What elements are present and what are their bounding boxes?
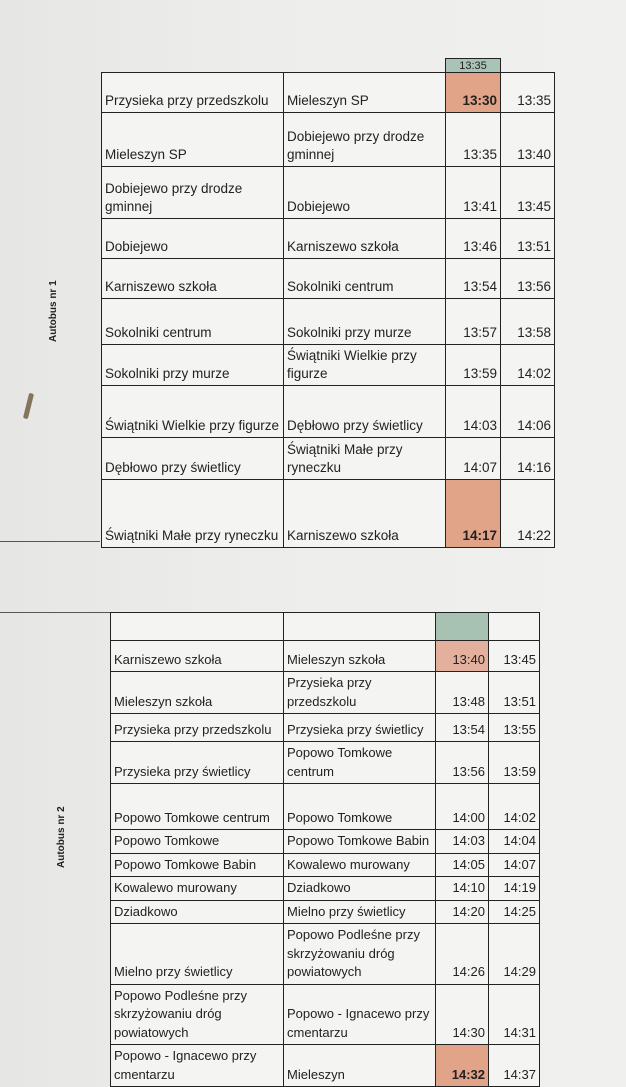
departure-time: 13:59 xyxy=(446,345,501,386)
bus1-schedule-table xyxy=(101,72,555,548)
table2-topline xyxy=(0,612,110,613)
departure-time: 14:03 xyxy=(446,386,501,438)
arrival-time: 13:40 xyxy=(501,113,555,167)
stop-to: Popowo Tomkowe centrum xyxy=(284,742,436,784)
arrival-time: 13:51 xyxy=(501,219,555,259)
departure-time: 14:32 xyxy=(436,1045,489,1087)
stop-to: Świątniki Małe przy ryneczku xyxy=(284,438,446,480)
stop-to: Świątniki Wielkie przy figurze xyxy=(284,345,446,386)
arrival-time: 14:31 xyxy=(489,984,540,1045)
departure-time: 13:35 xyxy=(446,113,501,167)
departure-time xyxy=(436,613,489,641)
departure-time: 14:17 xyxy=(446,480,501,548)
departure-time: 14:20 xyxy=(436,900,489,924)
arrival-time: 13:59 xyxy=(489,742,540,784)
stop-from: Dziadkowo xyxy=(111,900,284,924)
stop-from: Mieleszyn szkoła xyxy=(111,672,284,714)
stop-to: Mieleszyn xyxy=(284,1045,436,1087)
arrival-time: 13:35 xyxy=(501,73,555,113)
arrival-time: 13:56 xyxy=(501,259,555,299)
departure-time: 14:00 xyxy=(436,784,489,830)
stop-to: Dziadkowo xyxy=(284,877,436,901)
table1-top-tag: 13:35 xyxy=(445,58,501,74)
table2-side-label: Autobus nr 2 xyxy=(56,806,67,868)
stop-to: Mieleszyn szkoła xyxy=(284,641,436,672)
stop-from: Popowo - Ignacewo przy cmentarzu xyxy=(111,1045,284,1087)
table-row xyxy=(111,784,540,830)
table-row xyxy=(102,386,555,438)
stop-from: Sokolniki przy murze xyxy=(102,345,284,386)
table-row xyxy=(111,672,540,714)
paper-mark xyxy=(23,393,34,419)
stop-to: Popowo Tomkowe xyxy=(284,784,436,830)
arrival-time: 13:55 xyxy=(489,714,540,742)
departure-time: 14:30 xyxy=(436,984,489,1045)
table-row xyxy=(111,830,540,854)
stop-to: Przysieka przy świetlicy xyxy=(284,714,436,742)
stop-from: Przysieka przy przedszkolu xyxy=(111,714,284,742)
table-row xyxy=(111,613,540,641)
arrival-time xyxy=(489,613,540,641)
stop-from: Karniszewo szkoła xyxy=(111,641,284,672)
stop-to: Karniszewo szkoła xyxy=(284,480,446,548)
stop-from: Świątniki Wielkie przy figurze xyxy=(102,386,284,438)
stop-to: Sokolniki przy murze xyxy=(284,299,446,345)
arrival-time: 14:37 xyxy=(489,1045,540,1087)
arrival-time: 14:07 xyxy=(489,853,540,877)
table-row xyxy=(102,73,555,113)
stop-to: Popowo Tomkowe Babin xyxy=(284,830,436,854)
table-row xyxy=(102,259,555,299)
arrival-time: 13:45 xyxy=(501,167,555,219)
stop-from: Przysieka przy świetlicy xyxy=(111,742,284,784)
departure-time: 13:46 xyxy=(446,219,501,259)
stop-from: Mieleszyn SP xyxy=(102,113,284,167)
arrival-time: 14:06 xyxy=(501,386,555,438)
arrival-time: 14:29 xyxy=(489,924,540,985)
departure-time: 13:40 xyxy=(436,641,489,672)
departure-time: 13:54 xyxy=(446,259,501,299)
table-row xyxy=(111,641,540,672)
table1-side-label: Autobus nr 1 xyxy=(48,280,59,342)
stop-to: Przysieka przy przedszkolu xyxy=(284,672,436,714)
departure-time: 13:41 xyxy=(446,167,501,219)
table-row xyxy=(111,714,540,742)
departure-time: 14:05 xyxy=(436,853,489,877)
stop-from: Dębłowo przy świetlicy xyxy=(102,438,284,480)
stop-to: Dobiejewo przy drodze gminnej xyxy=(284,113,446,167)
stop-from: Dobiejewo xyxy=(102,219,284,259)
stop-from: Sokolniki centrum xyxy=(102,299,284,345)
table-row xyxy=(102,480,555,548)
bus2-schedule-table xyxy=(110,612,540,1087)
stop-to: Mieleszyn SP xyxy=(284,73,446,113)
table-row xyxy=(111,984,540,1045)
table-row xyxy=(102,113,555,167)
table-row xyxy=(111,853,540,877)
stop-from: Dobiejewo przy drodze gminnej xyxy=(102,167,284,219)
stop-from: Świątniki Małe przy ryneczku xyxy=(102,480,284,548)
stop-from: Kowalewo murowany xyxy=(111,877,284,901)
stop-from: Popowo Tomkowe centrum xyxy=(111,784,284,830)
table-row xyxy=(102,299,555,345)
stop-from: Popowo Podleśne przy skrzyżowaniu dróg powiatowych xyxy=(111,984,284,1045)
departure-time: 13:56 xyxy=(436,742,489,784)
table-row xyxy=(102,345,555,386)
stop-to: Popowo - Ignacewo przy cmentarzu xyxy=(284,984,436,1045)
stop-from: Mielno przy świetlicy xyxy=(111,924,284,985)
departure-time: 14:07 xyxy=(446,438,501,480)
departure-time: 13:57 xyxy=(446,299,501,345)
stop-from: Popowo Tomkowe Babin xyxy=(111,853,284,877)
table-row xyxy=(102,219,555,259)
stop-to: Dębłowo przy świetlicy xyxy=(284,386,446,438)
table-row xyxy=(111,877,540,901)
table-row xyxy=(111,900,540,924)
stop-from: Popowo Tomkowe xyxy=(111,830,284,854)
table-row xyxy=(111,924,540,985)
arrival-time: 14:02 xyxy=(489,784,540,830)
stop-from: Przysieka przy przedszkolu xyxy=(102,73,284,113)
stop-to: Mielno przy świetlicy xyxy=(284,900,436,924)
departure-time: 13:30 xyxy=(446,73,501,113)
stop-to xyxy=(284,613,436,641)
departure-time: 14:03 xyxy=(436,830,489,854)
departure-time: 13:48 xyxy=(436,672,489,714)
arrival-time: 14:16 xyxy=(501,438,555,480)
stop-from xyxy=(111,613,284,641)
stop-to: Sokolniki centrum xyxy=(284,259,446,299)
arrival-time: 14:19 xyxy=(489,877,540,901)
stop-from: Karniszewo szkoła xyxy=(102,259,284,299)
arrival-time: 13:58 xyxy=(501,299,555,345)
departure-time: 14:26 xyxy=(436,924,489,985)
arrival-time: 14:22 xyxy=(501,480,555,548)
stop-to: Dobiejewo xyxy=(284,167,446,219)
stop-to: Popowo Podleśne przy skrzyżowaniu dróg powiatowych xyxy=(284,924,436,985)
stop-to: Karniszewo szkoła xyxy=(284,219,446,259)
table-row xyxy=(111,742,540,784)
table-row xyxy=(102,438,555,480)
departure-time: 14:10 xyxy=(436,877,489,901)
arrival-time: 14:02 xyxy=(501,345,555,386)
arrival-time: 14:04 xyxy=(489,830,540,854)
table1-baseline xyxy=(0,541,100,542)
arrival-time: 14:25 xyxy=(489,900,540,924)
departure-time: 13:54 xyxy=(436,714,489,742)
stop-to: Kowalewo murowany xyxy=(284,853,436,877)
table-row xyxy=(111,1045,540,1087)
table-row xyxy=(102,167,555,219)
arrival-time: 13:51 xyxy=(489,672,540,714)
arrival-time: 13:45 xyxy=(489,641,540,672)
